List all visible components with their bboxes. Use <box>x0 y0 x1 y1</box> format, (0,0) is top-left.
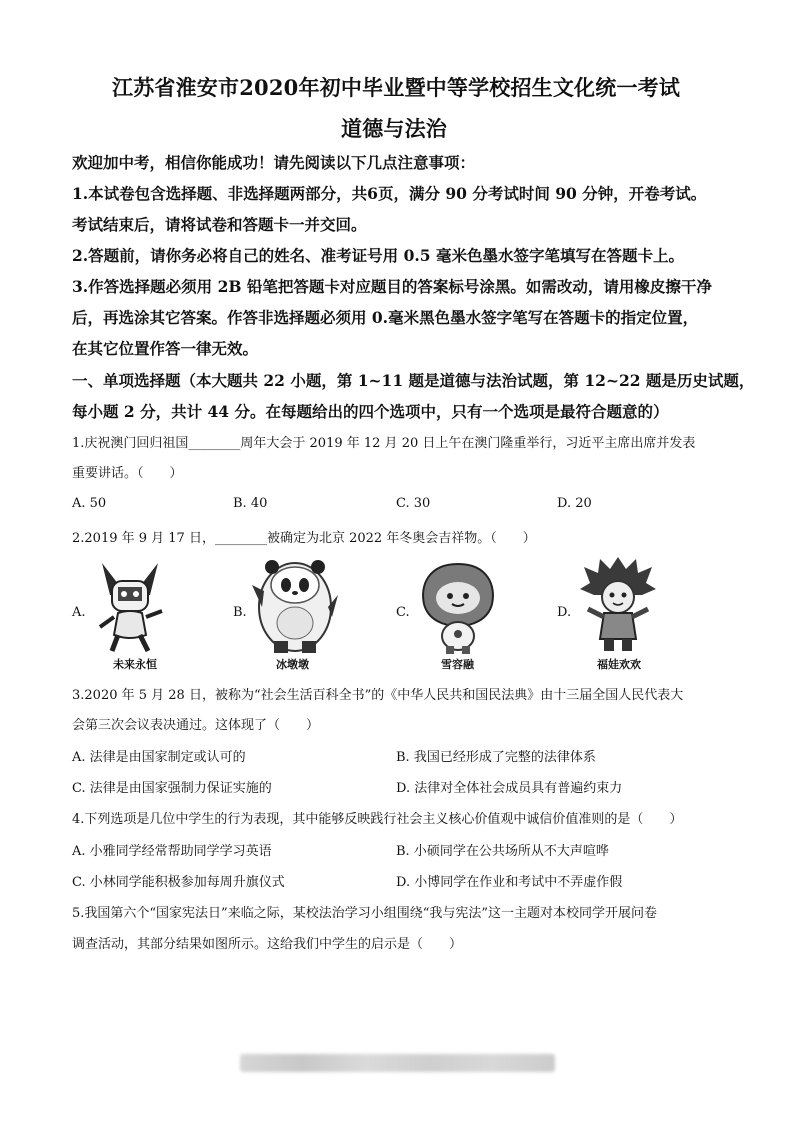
notice-item-3-line-2: 后，再选涂其它答案。作答非选择题必须用 0.毫米黑色墨水签字笔写在答题卡的指定位置， <box>72 308 699 327</box>
question-2-option-b-letter: B. <box>233 605 247 620</box>
question-4-option-c: C. 小林同学能积极参加每周升旗仪式 <box>72 875 285 890</box>
question-4-option-a: A. 小雅同学经常帮助同学学习英语 <box>72 844 272 859</box>
question-5-stem-line-1: 5.我国第六个“国家宪法日”来临之际，某校法治学习小组围绕“我与宪法”这一主题对本校同学开展问卷 <box>72 906 657 921</box>
mascot-shuey-rhon-rhon-image <box>418 560 498 655</box>
question-2-option-c-letter: C. <box>396 605 410 620</box>
mascot-caption-c: 雪容融 <box>441 658 474 671</box>
question-3-stem-line-1: 3.2020 年 5 月 28 日，被称为“社会生活百科全书”的《中华人民共和国民法典》由十三届全国人民代表大 <box>72 688 684 703</box>
mascot-fuwa-huanhuan-image <box>578 555 658 655</box>
exam-subject: 道德与法治 <box>341 116 447 141</box>
question-2-option-a-letter: A. <box>72 605 86 620</box>
mascot-caption-a: 未来永恒 <box>113 658 157 671</box>
question-3-option-c: C. 法律是由国家强制力保证实施的 <box>72 781 272 796</box>
question-3-stem-line-2: 会第三次会议表决通过。这体现了（ ） <box>72 718 320 733</box>
notice-item-3-line-1: 3.作答选择题必须用 2B 铅笔把答题卡对应题目的答案标号涂黑。如需改动，请用橡皮擦干净 <box>72 277 712 296</box>
question-1-option-d: D. 20 <box>557 496 592 511</box>
mascot-caption-d: 福娃欢欢 <box>597 658 641 671</box>
question-3-option-d: D. 法律对全体社会成员具有普遍约束力 <box>396 781 623 796</box>
blurred-footer-watermark <box>240 1054 555 1072</box>
notice-item-1-line-1: 1.本试卷包含选择题、非选择题两部分，共6页，满分 90 分考试时间 90 分钟，开卷考试。 <box>72 184 707 203</box>
question-1-option-b: B. 40 <box>233 496 268 511</box>
question-1-stem-line-1: 1.庆祝澳门回归祖国________周年大会于 2019 年 12 月 20 日上午在澳门隆重举行，习近平主席出席并发表 <box>72 436 696 451</box>
question-4-stem: 4.下列选项是几位中学生的行为表现，其中能够反映践行社会主义核心价值观中诚信价值准则的是（ ） <box>72 812 683 827</box>
section-1-heading-line-1: 一、单项选择题（本大题共 22 小题，第 1~11 题是道德与法治试题，第 12~22 题是历史试题， <box>72 371 755 390</box>
notice-intro: 欢迎加中考，相信你能成功！请先阅读以下几点注意事项： <box>72 153 476 172</box>
question-1-option-c: C. 30 <box>396 496 431 511</box>
question-4-option-b: B. 小硕同学在公共场所从不大声喧哗 <box>396 844 609 859</box>
notice-item-2: 2.答题前，请你务必将自己的姓名、准考证号用 0.5 毫米色墨水签字笔填写在答题卡上。 <box>72 246 684 265</box>
exam-title: 江苏省淮安市2020年初中毕业暨中等学校招生文化统一考试 <box>112 75 681 100</box>
question-3-option-b: B. 我国已经形成了完整的法律体系 <box>396 750 596 765</box>
question-5-stem-line-2: 调查活动，其部分结果如图所示。这给我们中学生的启示是（ ） <box>72 937 463 952</box>
mascot-miraitowa-image <box>92 555 168 655</box>
question-4-option-d: D. 小博同学在作业和考试中不弄虚作假 <box>396 875 623 890</box>
mascot-caption-b: 冰墩墩 <box>276 658 309 671</box>
section-1-heading-line-2: 每小题 2 分，共计 44 分。在每题给出的四个选项中，只有一个选项是最符合题意的） <box>72 402 669 421</box>
question-1-stem-line-2: 重要讲话。（ ） <box>72 466 183 481</box>
notice-item-3-line-3: 在其它位置作答一律无效。 <box>72 339 259 358</box>
question-2-option-d-letter: D. <box>557 605 572 620</box>
question-1-option-a: A. 50 <box>72 496 107 511</box>
notice-item-1-line-2: 考试结束后，请将试卷和答题卡一并交回。 <box>72 215 367 234</box>
question-2-stem: 2.2019 年 9 月 17 日，________被确定为北京 2022 年冬奥会吉祥物。（ ） <box>72 531 536 546</box>
question-3-option-a: A. 法律是由国家制定或认可的 <box>72 750 246 765</box>
mascot-bing-dwen-dwen-image <box>250 555 340 655</box>
